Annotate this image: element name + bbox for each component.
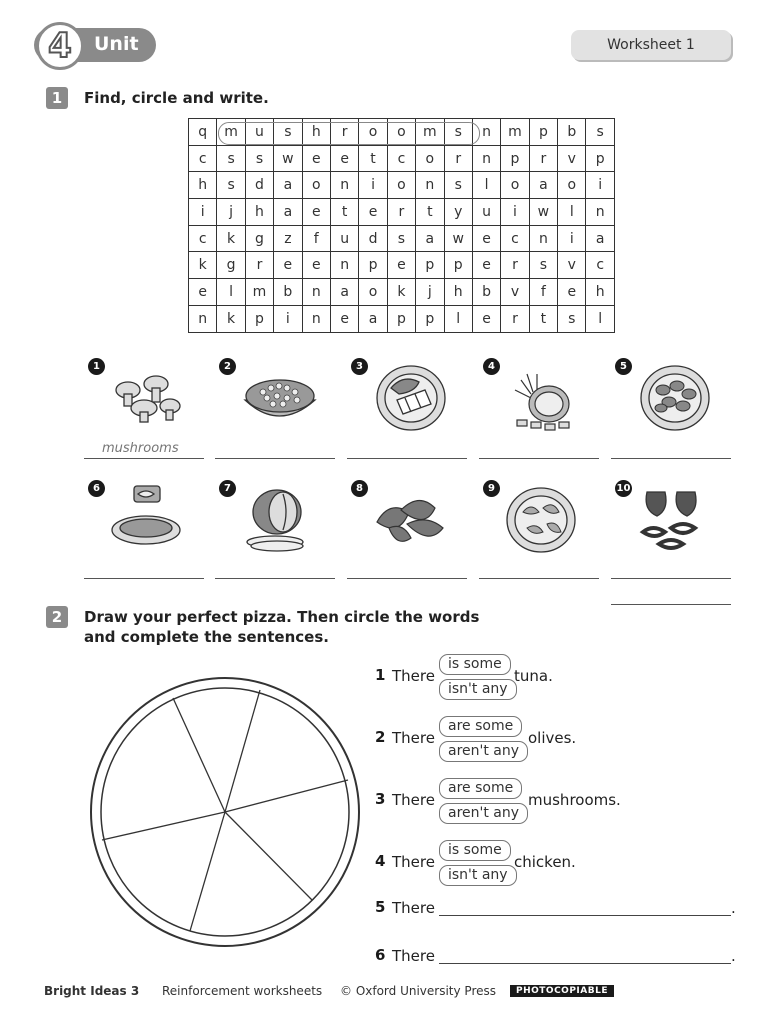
- unit-label: Unit: [94, 33, 139, 55]
- grid-cell[interactable]: l: [472, 172, 500, 199]
- grid-cell[interactable]: d: [359, 225, 387, 252]
- grid-cell[interactable]: i: [359, 172, 387, 199]
- grid-cell[interactable]: e: [330, 305, 358, 332]
- grid-cell[interactable]: k: [189, 252, 217, 279]
- pizza-drawing-area[interactable]: [80, 672, 370, 962]
- answer-line-extra[interactable]: [611, 604, 731, 605]
- grid-cell[interactable]: a: [529, 172, 557, 199]
- grid-cell[interactable]: v: [558, 252, 586, 279]
- grid-cell[interactable]: m: [217, 119, 245, 146]
- grid-cell[interactable]: p: [416, 305, 444, 332]
- answer-line[interactable]: [347, 458, 467, 459]
- grid-cell[interactable]: n: [302, 305, 330, 332]
- sentence-number: 4: [375, 852, 386, 870]
- grid-cell[interactable]: s: [444, 172, 472, 199]
- footer-series: Reinforcement worksheets: [162, 984, 323, 998]
- grid-cell[interactable]: d: [245, 172, 273, 199]
- grid-cell[interactable]: l: [444, 305, 472, 332]
- grid-cell[interactable]: e: [387, 252, 415, 279]
- option-negative[interactable]: aren't any: [439, 803, 528, 824]
- grid-cell[interactable]: e: [472, 225, 500, 252]
- grid-cell[interactable]: v: [558, 145, 586, 172]
- sentence-end: chicken.: [514, 853, 576, 871]
- grid-cell[interactable]: e: [302, 145, 330, 172]
- green-peppers-icon: [633, 482, 717, 554]
- grid-cell[interactable]: c: [387, 145, 415, 172]
- grid-cell[interactable]: g: [217, 252, 245, 279]
- seafood-plate-icon: [501, 482, 585, 554]
- answer-line[interactable]: [347, 578, 467, 579]
- grid-cell[interactable]: s: [245, 145, 273, 172]
- grid-cell[interactable]: z: [274, 225, 302, 252]
- sentence-start: There: [392, 899, 435, 917]
- sentence-number: 1: [375, 666, 386, 684]
- grid-cell[interactable]: c: [586, 252, 614, 279]
- mushrooms-icon: [106, 360, 190, 432]
- grid-cell[interactable]: i: [586, 172, 614, 199]
- sentence-period: .: [731, 899, 736, 917]
- grid-cell[interactable]: s: [529, 252, 557, 279]
- grid-cell[interactable]: b: [472, 279, 500, 306]
- sentence-start: There: [392, 729, 435, 747]
- grid-cell[interactable]: b: [274, 279, 302, 306]
- sentence-end: olives.: [528, 729, 577, 747]
- grid-cell[interactable]: r: [501, 252, 529, 279]
- chicken-plate-icon: [369, 360, 453, 432]
- olives-plate-icon: [633, 360, 717, 432]
- grid-cell[interactable]: s: [586, 119, 614, 146]
- grid-cell[interactable]: n: [472, 119, 500, 146]
- answer-line[interactable]: [215, 458, 335, 459]
- grid-cell[interactable]: n: [472, 145, 500, 172]
- answer-line[interactable]: [215, 578, 335, 579]
- grid-cell[interactable]: e: [472, 252, 500, 279]
- grid-cell[interactable]: e: [274, 252, 302, 279]
- circled-word-mushrooms: [218, 122, 480, 145]
- grid-cell[interactable]: t: [359, 145, 387, 172]
- grid-cell[interactable]: r: [330, 119, 358, 146]
- grid-cell[interactable]: o: [558, 172, 586, 199]
- sentence-write-line[interactable]: [439, 915, 731, 916]
- grid-cell[interactable]: r: [501, 305, 529, 332]
- grid-cell[interactable]: h: [245, 199, 273, 226]
- grid-cell[interactable]: o: [359, 119, 387, 146]
- grid-cell[interactable]: y: [444, 199, 472, 226]
- onion-icon: [237, 482, 321, 554]
- grid-cell[interactable]: e: [302, 252, 330, 279]
- sentence-end: tuna.: [514, 667, 553, 685]
- sentence-write-line[interactable]: [439, 963, 731, 964]
- sentence-start: There: [392, 667, 435, 685]
- item-number: 8: [351, 480, 368, 497]
- sentence-start: There: [392, 947, 435, 965]
- exercise-2-instruction-line2: and complete the sentences.: [84, 628, 329, 646]
- grid-cell[interactable]: s: [217, 172, 245, 199]
- grid-cell[interactable]: i: [274, 305, 302, 332]
- grid-cell[interactable]: i: [189, 199, 217, 226]
- pineapple-icon: [501, 360, 585, 432]
- grid-cell[interactable]: e: [558, 279, 586, 306]
- grid-cell[interactable]: n: [586, 199, 614, 226]
- grid-cell[interactable]: l: [217, 279, 245, 306]
- grid-cell[interactable]: p: [387, 305, 415, 332]
- sentence-period: .: [731, 947, 736, 965]
- grid-cell[interactable]: j: [217, 199, 245, 226]
- option-positive[interactable]: is some: [439, 654, 511, 675]
- grid-cell[interactable]: a: [274, 199, 302, 226]
- sentence-number: 6: [375, 946, 386, 964]
- grid-cell[interactable]: g: [245, 225, 273, 252]
- grid-cell[interactable]: s: [444, 119, 472, 146]
- grid-cell[interactable]: f: [302, 225, 330, 252]
- grid-cell[interactable]: c: [189, 145, 217, 172]
- grid-cell[interactable]: o: [359, 279, 387, 306]
- grid-cell[interactable]: o: [387, 172, 415, 199]
- grid-cell[interactable]: i: [501, 199, 529, 226]
- option-positive[interactable]: is some: [439, 840, 511, 861]
- grid-cell[interactable]: o: [387, 119, 415, 146]
- answer-line[interactable]: [479, 458, 599, 459]
- grid-cell[interactable]: p: [586, 145, 614, 172]
- grid-cell[interactable]: t: [416, 199, 444, 226]
- grid-cell[interactable]: w: [274, 145, 302, 172]
- grid-cell[interactable]: p: [444, 252, 472, 279]
- grid-cell[interactable]: p: [501, 145, 529, 172]
- grid-cell[interactable]: n: [189, 305, 217, 332]
- grid-cell[interactable]: p: [529, 119, 557, 146]
- grid-cell[interactable]: q: [189, 119, 217, 146]
- grid-cell[interactable]: e: [472, 305, 500, 332]
- grid-cell[interactable]: n: [330, 252, 358, 279]
- grid-cell[interactable]: k: [217, 225, 245, 252]
- grid-cell[interactable]: k: [387, 279, 415, 306]
- option-negative[interactable]: isn't any: [439, 865, 517, 886]
- grid-cell[interactable]: r: [529, 145, 557, 172]
- grid-cell[interactable]: l: [558, 199, 586, 226]
- sentence-number: 5: [375, 898, 386, 916]
- grid-cell[interactable]: n: [302, 279, 330, 306]
- grid-cell[interactable]: j: [416, 279, 444, 306]
- grid-cell[interactable]: h: [302, 119, 330, 146]
- grid-cell[interactable]: e: [302, 199, 330, 226]
- grid-cell[interactable]: n: [330, 172, 358, 199]
- grid-cell[interactable]: n: [416, 172, 444, 199]
- grid-cell[interactable]: s: [274, 119, 302, 146]
- grid-cell[interactable]: n: [529, 225, 557, 252]
- grid-cell[interactable]: a: [416, 225, 444, 252]
- grid-cell[interactable]: k: [217, 305, 245, 332]
- item-number: 1: [88, 358, 105, 375]
- sentence-number: 3: [375, 790, 386, 808]
- item-number: 6: [88, 480, 105, 497]
- grid-cell[interactable]: b: [558, 119, 586, 146]
- grid-cell[interactable]: r: [444, 145, 472, 172]
- sentence-number: 2: [375, 728, 386, 746]
- grid-cell[interactable]: a: [586, 225, 614, 252]
- grid-cell[interactable]: p: [416, 252, 444, 279]
- grid-cell[interactable]: i: [558, 225, 586, 252]
- grid-row: [189, 172, 615, 199]
- sweetcorn-bowl-icon: [237, 360, 321, 432]
- option-negative[interactable]: aren't any: [439, 741, 528, 762]
- exercise-1-badge: 1: [46, 87, 68, 109]
- grid-cell[interactable]: c: [189, 225, 217, 252]
- grid-cell[interactable]: p: [359, 252, 387, 279]
- item-number: 4: [483, 358, 500, 375]
- answer-line[interactable]: [84, 458, 204, 459]
- option-positive[interactable]: are some: [439, 716, 522, 737]
- grid-row: [189, 145, 615, 172]
- grid-cell[interactable]: m: [501, 119, 529, 146]
- answer-line[interactable]: [611, 578, 731, 579]
- grid-cell[interactable]: f: [529, 279, 557, 306]
- sentence-end: mushrooms.: [528, 791, 621, 809]
- grid-row: [189, 252, 615, 279]
- grid-cell[interactable]: m: [416, 119, 444, 146]
- grid-cell[interactable]: u: [472, 199, 500, 226]
- grid-cell[interactable]: c: [501, 225, 529, 252]
- word-search-grid: [188, 118, 615, 333]
- worksheet-tab: Worksheet 1: [571, 30, 731, 60]
- grid-cell[interactable]: h: [444, 279, 472, 306]
- grid-cell[interactable]: l: [586, 305, 614, 332]
- grid-row: [189, 279, 615, 306]
- grid-row: [189, 199, 615, 226]
- exercise-2-instruction-line1: Draw your perfect pizza. Then circle the words: [84, 608, 480, 626]
- grid-cell[interactable]: a: [359, 305, 387, 332]
- grid-cell[interactable]: w: [529, 199, 557, 226]
- grid-cell[interactable]: w: [444, 225, 472, 252]
- grid-cell[interactable]: p: [245, 305, 273, 332]
- grid-cell[interactable]: r: [387, 199, 415, 226]
- grid-cell[interactable]: e: [330, 145, 358, 172]
- photocopiable-badge: PHOTOCOPIABLE: [510, 985, 614, 997]
- item-number: 2: [219, 358, 236, 375]
- exercise-1-instruction: Find, circle and write.: [84, 89, 269, 107]
- option-negative[interactable]: isn't any: [439, 679, 517, 700]
- grid-cell[interactable]: h: [586, 279, 614, 306]
- grid-cell[interactable]: s: [387, 225, 415, 252]
- grid-cell[interactable]: m: [245, 279, 273, 306]
- grid-row: [189, 225, 615, 252]
- grid-cell[interactable]: u: [330, 225, 358, 252]
- grid-cell[interactable]: o: [416, 145, 444, 172]
- item-number: 9: [483, 480, 500, 497]
- item-number: 5: [615, 358, 632, 375]
- grid-cell[interactable]: s: [558, 305, 586, 332]
- answer-line[interactable]: [84, 578, 204, 579]
- grid-cell[interactable]: h: [189, 172, 217, 199]
- exercise-2-badge: 2: [46, 606, 68, 628]
- answer-line[interactable]: [611, 458, 731, 459]
- grid-cell[interactable]: a: [274, 172, 302, 199]
- grid-cell[interactable]: r: [245, 252, 273, 279]
- grid-cell[interactable]: o: [501, 172, 529, 199]
- footer-book-title: Bright Ideas 3: [44, 984, 140, 998]
- sentence-start: There: [392, 853, 435, 871]
- answer-line[interactable]: [479, 578, 599, 579]
- item-number: 3: [351, 358, 368, 375]
- unit-number: 4: [48, 26, 72, 66]
- handwritten-answer: mushrooms: [102, 441, 179, 456]
- footer-publisher: © Oxford University Press: [340, 984, 497, 998]
- grid-cell[interactable]: v: [501, 279, 529, 306]
- grid-cell[interactable]: t: [330, 199, 358, 226]
- grid-cell[interactable]: s: [217, 145, 245, 172]
- grid-cell[interactable]: e: [189, 279, 217, 306]
- grid-cell[interactable]: a: [330, 279, 358, 306]
- item-number: 10: [615, 480, 632, 497]
- option-positive[interactable]: are some: [439, 778, 522, 799]
- item-number: 7: [219, 480, 236, 497]
- spinach-icon: [369, 482, 453, 554]
- grid-cell[interactable]: o: [302, 172, 330, 199]
- tuna-plate-icon: [106, 482, 190, 554]
- grid-row: [189, 305, 615, 332]
- grid-cell[interactable]: u: [245, 119, 273, 146]
- grid-cell[interactable]: e: [359, 199, 387, 226]
- sentence-start: There: [392, 791, 435, 809]
- grid-cell[interactable]: t: [529, 305, 557, 332]
